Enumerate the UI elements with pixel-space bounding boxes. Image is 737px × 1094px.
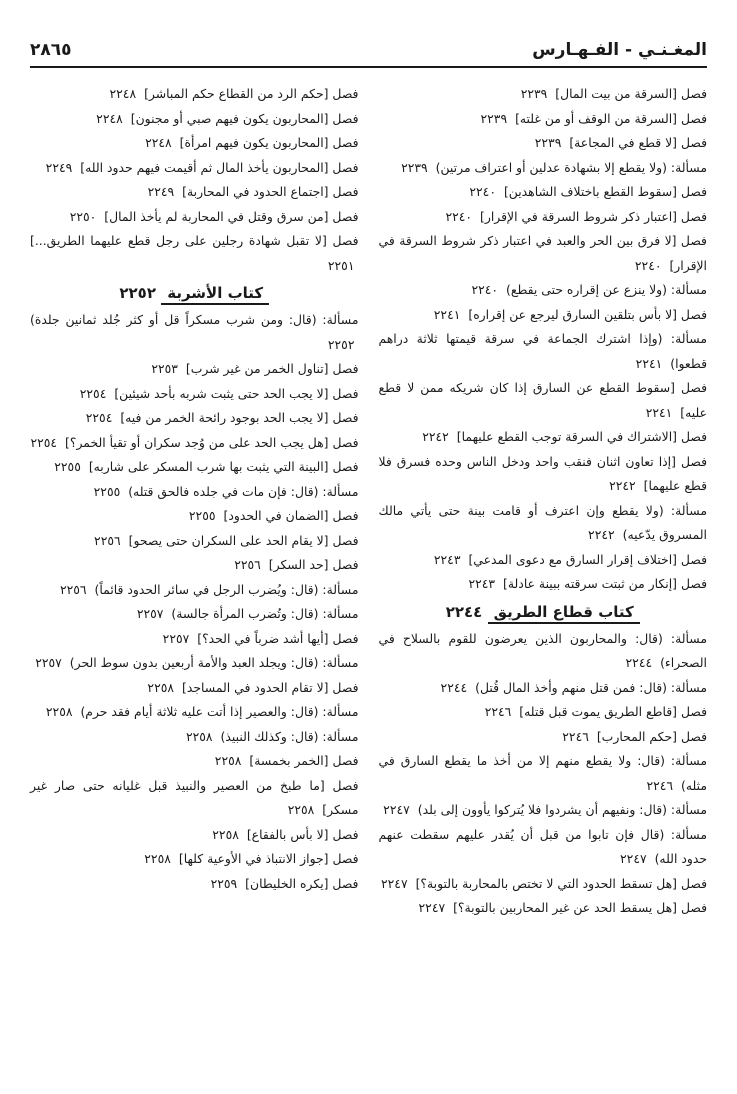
entry-page: ٢٢٤٠	[469, 184, 496, 199]
entry-text: مسألة: (قال: وكذلك النبيذ)	[220, 728, 359, 744]
index-entry	[30, 406, 359, 431]
entry-text: فصل [إذا تعاون اثنان فنقب واحد ودخل الناس وحده فسرق فلا قطع عليهما]	[378, 453, 707, 493]
entry-page: ٢٢٥٨	[185, 728, 213, 744]
chapter-title: كتاب الأشربة	[161, 284, 269, 305]
entry-page: ٢٢٤٢	[588, 527, 615, 542]
entry-text: مسألة: (قال: والمحاربون الذين يعرضون للقوم بالسلاح في الصحراء)	[378, 630, 707, 670]
entry-text: فصل [سقوط القطع باختلاف الشاهدين]	[503, 184, 707, 199]
entry-text: فصل [لا يجب الحد بوجود رائحة الخمر من فيه]	[120, 410, 359, 425]
entry-page: ٢٢٤٧	[383, 802, 410, 817]
entry-text: فصل [الخمر بخمسة]	[249, 753, 359, 768]
entry-text: مسألة: (قال: ويُضرب الرجل في سائر الحدود قائماً)	[94, 581, 359, 597]
entry-page: ٢٢٤٧	[418, 900, 446, 915]
entry-text: فصل [سقوط القطع عن السارق إذا كان شريكه ممن لا قطع عليه]	[378, 380, 707, 420]
index-entry	[379, 205, 708, 230]
entry-page: ٢٢٤٠	[471, 282, 499, 297]
entry-page: ٢٢٤١	[635, 355, 663, 371]
index-entry	[379, 499, 708, 548]
index-entry	[379, 425, 708, 450]
header-rule	[30, 66, 707, 68]
index-entry	[30, 480, 359, 505]
index-entry	[30, 131, 359, 156]
index-entry	[379, 278, 708, 303]
entry-page: ٢٢٥٦	[234, 557, 261, 572]
index-entry	[379, 303, 708, 328]
entry-text: فصل [لا يجب الحد حتى يثبت شربه بأحد شيئين]	[114, 385, 359, 401]
entry-page: ٢٢٤٩	[45, 159, 73, 175]
index-entry	[379, 327, 708, 376]
entry-text: مسألة: (قال: ونفيهم أن يشردوا فلا يُتركوا يأوون إلى بلد)	[417, 802, 707, 817]
entry-page: ٢٢٥٨	[147, 679, 175, 695]
entry-text: فصل [البينة التي يثبت بها شرب المسكر على شاربه]	[88, 459, 359, 474]
index-entry	[30, 431, 359, 456]
entry-page: ٢٢٥٠	[69, 208, 97, 224]
entry-text: فصل [تناول الخمر من غير شرب]	[185, 361, 359, 376]
entry-text: فصل [لا يقام الحد على السكران حتى يصحو]	[128, 532, 359, 548]
index-entry	[30, 823, 359, 848]
index-entry	[30, 676, 359, 701]
index-entry	[379, 376, 708, 425]
index-entry	[30, 872, 359, 897]
entry-page: ٢٢٥٧	[162, 630, 190, 646]
page-header	[30, 30, 707, 64]
left-column	[30, 82, 359, 921]
entry-text: مسألة: (قال: فإن مات في جلده فالحق قتله)	[128, 483, 359, 499]
entry-page: ٢٢٤٣	[468, 576, 496, 591]
entry-text: فصل [اجتماع الحدود في المحاربة]	[182, 184, 359, 199]
entry-text: فصل [جواز الانتباذ في الأوعية كلها]	[178, 851, 359, 866]
entry-text: فصل [هل تسقط الحدود التي لا تختص بالمحاربة بالتوبة؟]	[415, 875, 707, 891]
index-entry	[30, 382, 359, 407]
entry-page: ٢٢٥٦	[94, 532, 121, 548]
index-entry	[30, 602, 359, 627]
chapter-page: ٢٢٥٢	[119, 284, 162, 302]
entry-page: ٢٢٥٤	[79, 385, 107, 401]
entry-text: فصل [من سرق وقتل في المحاربة لم يأخذ المال]	[104, 208, 359, 224]
entry-text: مسألة: (ولا يقطع وإن اعترف أو قامت بينة حتى يأتي مالك المسروق يدّعيه)	[378, 502, 707, 542]
index-entry	[379, 700, 708, 725]
index-entry	[30, 700, 359, 725]
index-entry	[30, 455, 359, 480]
entry-page: ٢٢٣٩	[401, 159, 428, 175]
entry-text: مسألة: (ولا ينزع عن إقراره حتى يقطع)	[506, 282, 707, 297]
index-entry	[30, 627, 359, 652]
entry-text: فصل [لا فرق بين الحر والعبد في اعتبار ذكر شروط السرقة في الإقرار]	[378, 233, 707, 273]
entry-page: ٢٢٤٦	[484, 704, 512, 719]
entry-text: مسألة: (قال: فمن قتل منهم وأخذ المال قُتل)	[475, 679, 707, 695]
chapter-heading	[30, 280, 359, 306]
index-entry	[30, 578, 359, 603]
index-entry	[379, 725, 708, 750]
index-entry	[30, 651, 359, 676]
index-entry	[379, 823, 708, 872]
entry-text: فصل [يكره الخليطان]	[245, 875, 359, 891]
index-entry	[379, 82, 708, 107]
index-entry	[379, 156, 708, 181]
index-entry	[379, 229, 708, 278]
chapter-page: ٢٢٤٤	[445, 602, 488, 621]
entry-text: فصل [حد السكر]	[268, 557, 359, 572]
entry-text: مسألة: (وإذا اشترك الجماعة في سرقة قيمتها ثلاثة دراهم قطعوا)	[378, 331, 707, 371]
entry-text: مسألة: (ولا يقطع إلا بشهادة عدلين أو اعتراف مرتين)	[435, 159, 707, 175]
chapter-title: كتاب قطاع الطريق	[488, 603, 640, 624]
entry-page: ٢٢٤١	[433, 306, 461, 322]
entry-page: ٢٢٤٨	[109, 86, 137, 101]
entry-page: ٢٢٥٥	[54, 459, 81, 474]
index-entry	[379, 676, 708, 701]
index-entry	[379, 572, 708, 597]
index-entry	[30, 82, 359, 107]
index-entry	[30, 774, 359, 823]
entry-page: ٢٢٥٩	[210, 875, 238, 891]
chapter-heading	[379, 599, 708, 625]
entry-page: ٢٢٤٨	[145, 135, 172, 150]
entry-text: مسألة: (قال: ومن شرب مسكراً قل أو كثر جُلد ثمانين جلدة)	[30, 312, 359, 327]
entry-text: مسألة: (قال فإن تابوا من قبل أن يُقدر عليهم سقطت عنهم حدود الله)	[378, 826, 707, 866]
entry-page: ٢٢٤٦	[646, 777, 674, 793]
entry-page: ٢٢٤٦	[562, 728, 589, 744]
entry-page: ٢٢٣٩	[480, 110, 508, 126]
index-entry	[379, 107, 708, 132]
index-entry	[379, 872, 708, 897]
entry-page: ٢٢٣٩	[520, 86, 548, 101]
index-entry	[30, 229, 359, 278]
entry-page: ٢٢٤٣	[433, 551, 461, 567]
index-entry	[30, 749, 359, 774]
entry-page: ٢٢٥٧	[136, 606, 164, 621]
index-entry	[379, 749, 708, 798]
index-columns	[30, 82, 707, 921]
entry-text: فصل [ما طبخ من العصير والنبيذ قبل غليانه حتى صار غير مسكر]	[30, 777, 359, 817]
entry-text: فصل [اختلاف إقرار السارق مع دعوى المدعي]	[468, 551, 707, 567]
entry-text: فصل [حكم الرد من القطاع حكم المباشر]	[144, 86, 359, 101]
entry-text: فصل [إنكار من ثبتت سرقته ببينة عادلة]	[503, 576, 707, 591]
index-entry	[30, 553, 359, 578]
page-number: ٢٨٦٥	[30, 40, 72, 60]
entry-text: فصل [السرقة من الوقف أو من غلته]	[515, 110, 707, 126]
entry-text: فصل [الاشتراك في السرقة توجب القطع عليهما]	[456, 429, 707, 444]
entry-page: ٢٢٤٠	[445, 208, 473, 224]
index-entry	[30, 107, 359, 132]
entry-page: ٢٢٥١	[327, 257, 355, 273]
index-entry	[379, 798, 708, 823]
index-entry	[30, 308, 359, 357]
index-entry	[30, 529, 359, 554]
entry-text: فصل [لا تقبل شهادة رجلين على رجل قطع عليهما الطريق...]	[30, 233, 359, 248]
index-entry	[379, 896, 708, 921]
entry-page: ٢٢٥٢	[327, 336, 355, 352]
entry-page: ٢٢٤٠	[634, 257, 662, 273]
index-entry	[379, 548, 708, 573]
entry-page: ٢٢٣٩	[534, 135, 562, 150]
entry-page: ٢٢٥٦	[59, 581, 87, 597]
entry-text: فصل [حكم المحارب]	[596, 728, 707, 744]
index-entry	[30, 205, 359, 230]
entry-text: فصل [هل يسقط الحد عن غير المحاربين بالتوبة؟]	[453, 900, 707, 915]
entry-text: فصل [المحاربون يأخذ المال ثم أقيمت فيهم حدود الله]	[80, 159, 359, 175]
entry-page: ٢٢٥٥	[188, 508, 216, 523]
index-entry	[30, 847, 359, 872]
entry-text: فصل [لا قطع في المجاعة]	[569, 135, 707, 150]
entry-text: فصل [هل يجب الحد على من وُجد سكران أو تقيأ الخمر؟]	[65, 434, 359, 450]
entry-text: فصل [الضمان في الحدود]	[223, 508, 359, 523]
entry-text: فصل [لا بأس بالفقاع]	[246, 826, 359, 842]
entry-page: ٢٢٤٢	[422, 429, 449, 444]
index-entry	[379, 180, 708, 205]
entry-page: ٢٢٤١	[645, 404, 673, 420]
entry-page: ٢٢٥٥	[93, 483, 121, 499]
index-entry	[30, 156, 359, 181]
index-entry	[379, 131, 708, 156]
entry-page: ٢٢٥٨	[45, 704, 73, 719]
entry-page: ٢٢٤٩	[147, 184, 175, 199]
entry-page: ٢٢٥٤	[30, 434, 58, 450]
entry-text: فصل [المحاربون يكون فيهم صبي أو مجنون]	[130, 110, 359, 126]
entry-text: مسألة: (قال: ولا يقطع منهم إلا من أخذ ما يقطع السارق في مثله)	[378, 753, 707, 793]
entry-page: ٢٢٥٧	[35, 655, 62, 670]
entry-text: فصل [اعتبار ذكر شروط السرقة في الإقرار]	[480, 208, 707, 224]
entry-page: ٢٢٥٨	[212, 826, 239, 842]
index-entry	[30, 725, 359, 750]
right-column	[379, 82, 708, 921]
entry-page: ٢٢٥٣	[151, 361, 178, 376]
entry-text: مسألة: (قال: وتُضرب المرأة جالسة)	[171, 606, 359, 621]
entry-page: ٢٢٤٨	[96, 110, 123, 126]
entry-page: ٢٢٤٤	[440, 679, 468, 695]
entry-page: ٢٢٥٨	[144, 851, 171, 866]
entry-text: فصل [المحاربون يكون فيهم امرأة]	[179, 135, 359, 150]
entry-text: فصل [السرقة من بيت المال]	[555, 86, 707, 101]
entry-page: ٢٢٤٧	[380, 875, 408, 891]
entry-page: ٢٢٤٤	[625, 655, 653, 670]
index-entry	[30, 504, 359, 529]
entry-text: مسألة: (قال: ويجلد العبد والأمة أربعين بدون سوط الحر)	[69, 655, 359, 670]
entry-text: فصل [أيها أشد ضرباً في الحد؟]	[197, 630, 359, 646]
entry-page: ٢٢٤٢	[609, 478, 636, 493]
entry-page: ٢٢٥٨	[214, 753, 242, 768]
entry-text: فصل [لا بأس بتلقين السارق ليرجع عن إقراره]	[468, 306, 707, 322]
index-entry	[30, 180, 359, 205]
entry-page: ٢٢٤٧	[620, 851, 647, 866]
index-entry	[30, 357, 359, 382]
entry-text: فصل [قاطع الطريق يموت قبل قتله]	[519, 704, 707, 719]
index-entry	[379, 627, 708, 676]
index-entry	[379, 450, 708, 499]
entry-page: ٢٢٥٤	[85, 410, 113, 425]
entry-page: ٢٢٥٨	[287, 802, 315, 817]
entry-text: فصل [لا تقام الحدود في المساجد]	[182, 679, 359, 695]
entry-text: مسألة: (قال: والعصير إذا أتت عليه ثلاثة أيام فقد حرم)	[80, 704, 359, 719]
running-title: المغـنـي - الفـهـارس	[532, 40, 707, 60]
